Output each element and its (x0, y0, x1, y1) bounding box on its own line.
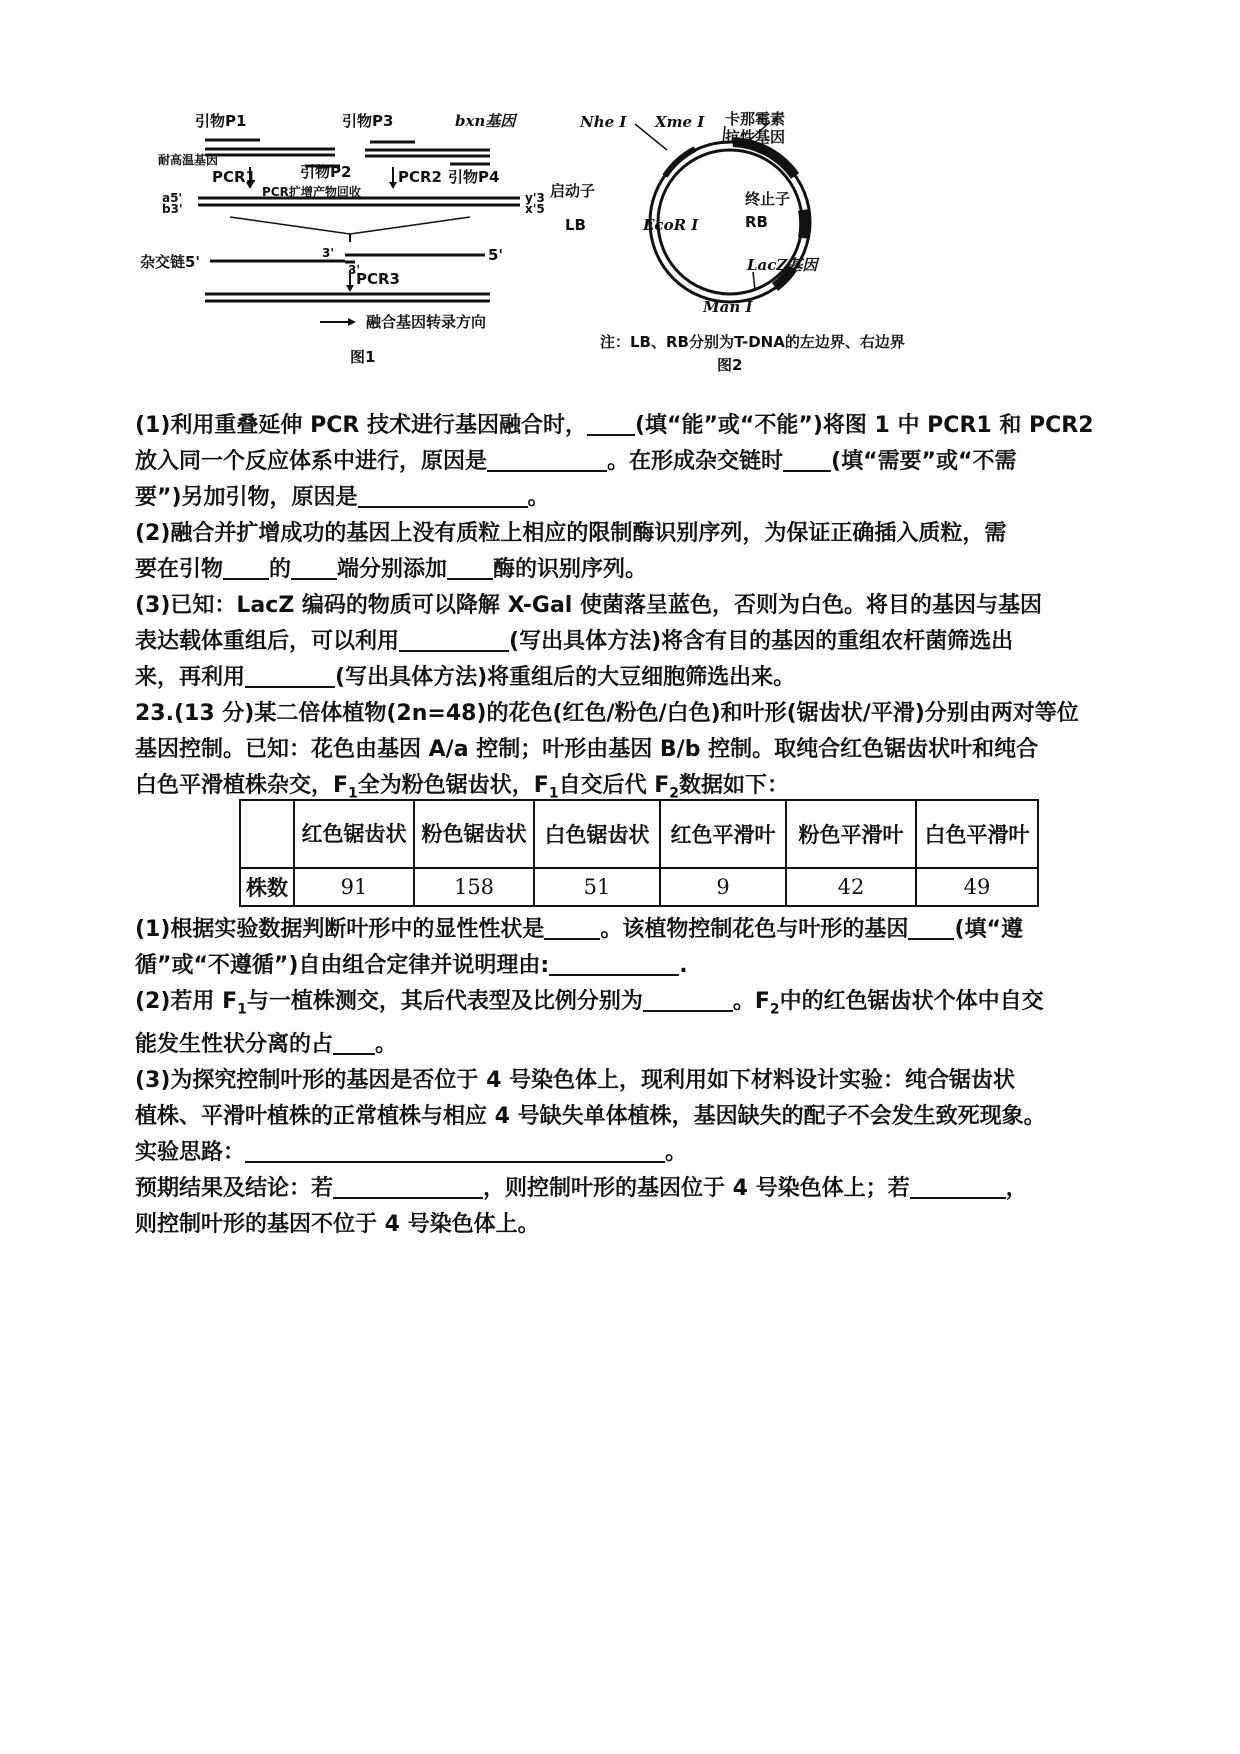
q23-p1-d: 循”或“不遵循”)自由组合定律并说明理由: (135, 953, 550, 978)
question-22 (135, 408, 1125, 811)
table-value-cell: 49 (916, 868, 1038, 906)
answer-blank[interactable] (544, 914, 600, 940)
q23-p3-e: 预期结果及结论：若 (135, 1176, 334, 1202)
promoter-label: 启动子 (550, 182, 596, 200)
primer-p4-label: 引物P4 (448, 168, 500, 186)
q22-p1-a: (1)利用重叠延伸 PCR 技术进行基因融合时， (135, 413, 587, 438)
q22-p3-d: 来，再利用 (135, 665, 246, 690)
kana-label-line2: 抗性基因 (725, 128, 786, 146)
table-header-cell: 白色锯齿状 (534, 800, 660, 868)
lb-label: LB (565, 216, 586, 234)
q23-p3-c: 实验思路： (135, 1140, 246, 1166)
q22-p1-d: 。在形成杂交链时 (607, 449, 784, 474)
xme-label: Xme Ⅰ (655, 113, 705, 131)
hybrid-chain-label: 杂交链5' (140, 253, 201, 271)
answer-blank[interactable] (333, 1173, 483, 1199)
five-prime-label: 5' (488, 246, 504, 264)
q22-p2-d: 端分别添加 (337, 557, 448, 582)
figure-2-caption: 图2 (717, 356, 743, 374)
x5-label: x'5 (525, 202, 545, 216)
q23-intro-c4: 数据如下： (679, 773, 790, 798)
q22-p2-c: 的 (269, 557, 292, 582)
answer-blank[interactable] (643, 986, 733, 1012)
answer-blank[interactable] (223, 554, 269, 580)
q22-p2-b: 要在引物 (135, 557, 224, 582)
primer-p2-label: 引物P2 (300, 163, 352, 181)
q22-p1-e: (填“需要”或“不需 (831, 449, 1017, 474)
q23-intro-c2: 全为粉色锯齿状，F (357, 773, 549, 798)
table-header-cell: 白色平滑叶 (916, 800, 1038, 868)
answer-blank[interactable] (783, 446, 831, 472)
answer-blank[interactable] (333, 1029, 375, 1055)
q23-intro-b: 基因控制。已知：花色由基因 A/a 控制；叶形由基因 B/b 控制。取纯合红色锯齿状叶和纯合 (135, 737, 1039, 762)
table-header-cell: 粉色平滑叶 (786, 800, 916, 868)
q23-p2-a: (2)若用 F (135, 989, 238, 1014)
q22-p1-c: 放入同一个反应体系中进行，原因是 (135, 449, 488, 474)
q23-p3-h: 则控制叶形的基因不位于 4 号染色体上。 (135, 1212, 540, 1238)
figure-1-diagram (140, 112, 590, 372)
resistance-gene-label: 耐高温基因 (158, 153, 219, 167)
q23-intro (135, 696, 1125, 811)
q23-p3-a: (3)为探究控制叶形的基因是否位于 4 号染色体上，现利用如下材料设计实验：纯合锯齿状 (135, 1068, 1016, 1094)
answer-blank[interactable] (587, 410, 635, 436)
product-recovery-label: PCR扩增产物回收 (262, 185, 361, 199)
q23-part2 (135, 984, 1125, 1063)
question-23-parts (135, 912, 1125, 1243)
q22-part1 (135, 408, 1125, 516)
pcr1-label: PCR1 (212, 168, 256, 186)
q22-p3-e: (写出具体方法)将重组后的大豆细胞筛选出来。 (335, 665, 796, 690)
table-value-cell: 91 (294, 868, 414, 906)
q23-p3-f: ，则控制叶形的基因位于 4 号染色体上；若 (483, 1176, 910, 1202)
q22-p3-b: 表达载体重组后，可以利用 (135, 629, 400, 654)
figure-2 (550, 110, 995, 374)
table-header-cell: 红色锯齿状 (294, 800, 414, 868)
answer-blank[interactable] (245, 1137, 665, 1163)
q23-intro-c1: 白色平滑植株杂交，F (135, 773, 349, 798)
a5-label: a5' (162, 191, 183, 205)
terminator-label: 终止子 (745, 190, 791, 208)
three-prime-upper: 3' (322, 246, 335, 260)
q22-p1-b: (填“能”或“不能”)将图 1 中 PCR1 和 PCR2 (634, 413, 1094, 438)
f2-data-table (239, 799, 1039, 907)
bxn-gene-label: bxn基因 (455, 112, 516, 130)
table-header-cell: 红色平滑叶 (660, 800, 786, 868)
q23-p2-c: 。F (732, 989, 770, 1014)
figure-2-diagram (550, 110, 995, 374)
figure-2-note: 注：LB、RB分别为T-DNA的左边界、右边界 (600, 333, 905, 351)
answer-blank[interactable] (908, 914, 954, 940)
q22-part2 (135, 516, 1125, 588)
ecor-label: EcoR Ⅰ (643, 216, 699, 234)
answer-blank[interactable] (910, 1173, 1006, 1199)
q23-p2-f: 。 (375, 1032, 398, 1058)
y3-label: y'3 (525, 191, 545, 205)
q22-p1-g: 。 (527, 485, 550, 510)
answer-blank[interactable] (358, 482, 528, 508)
subscript: 1 (348, 785, 358, 802)
rb-label: RB (745, 213, 768, 231)
table-value-cell: 42 (786, 868, 916, 906)
q23-p1-b: 。该植物控制花色与叶形的基因 (600, 917, 909, 942)
q23-p1-e: . (679, 953, 688, 978)
man-label: Man Ⅰ (703, 298, 753, 316)
q22-p3-c: (写出具体方法)将含有目的基因的重组农杆菌筛选出 (509, 629, 1014, 654)
subscript: 2 (769, 1001, 780, 1018)
q23-p3-d: 。 (665, 1140, 688, 1166)
lacz-label: LacZ基因 (747, 256, 818, 274)
table-header-cell: 粉色锯齿状 (414, 800, 534, 868)
q22-p2-e: 酶的识别序列。 (493, 557, 648, 582)
answer-blank[interactable] (447, 554, 493, 580)
pcr2-label: PCR2 (398, 168, 442, 186)
q23-p3-g: ， (1005, 1176, 1028, 1202)
nhe-label: Nhe Ⅰ (580, 113, 627, 131)
q23-intro-a: 23.(13 分)某二倍体植物(2n=48)的花色(红色/粉色/白色)和叶形(锯齿状/平滑)分别由两对等位 (135, 701, 1079, 726)
table-value-cell: 158 (414, 868, 534, 906)
figure-1 (140, 112, 590, 372)
q23-part1 (135, 912, 1125, 984)
table-corner-cell (240, 800, 294, 868)
table-header-row (240, 800, 1038, 868)
answer-blank[interactable] (245, 662, 335, 688)
q23-p1-c: (填“遵 (954, 917, 1023, 942)
q22-p2-a: (2)融合并扩增成功的基因上没有质粒上相应的限制酶识别序列，为保证正确插入质粒，需 (135, 521, 1007, 546)
answer-blank[interactable] (291, 554, 337, 580)
q22-part3 (135, 588, 1125, 696)
subscript: 2 (669, 785, 680, 802)
primer-p1-label: 引物P1 (195, 112, 247, 130)
q23-part3 (135, 1063, 1125, 1243)
table-value-cell: 51 (534, 868, 660, 906)
answer-blank[interactable] (549, 950, 679, 976)
three-prime-lower: 3' (348, 263, 361, 277)
b3-label: b3' (162, 202, 183, 216)
q23-p2-e: 能发生性状分离的占 (135, 1032, 334, 1058)
subscript: 1 (237, 1001, 247, 1018)
figure-1-caption: 图1 (350, 348, 376, 366)
kana-label-line1: 卡那霉素 (725, 110, 786, 128)
primer-p3-label: 引物P3 (342, 112, 394, 130)
table-row (240, 868, 1038, 906)
subscript: 1 (548, 785, 559, 802)
direction-label: 融合基因转录方向 (366, 313, 487, 331)
table-value-cell: 9 (660, 868, 786, 906)
pcr3-label: PCR3 (356, 270, 400, 288)
answer-blank[interactable] (487, 446, 607, 472)
q23-p1-a: (1)根据实验数据判断叶形中的显性性状是 (135, 917, 545, 942)
q23-p2-b: 与一植株测交，其后代表型及比例分别为 (246, 989, 643, 1014)
answer-blank[interactable] (399, 626, 509, 652)
q22-p3-a: (3)已知：LacZ 编码的物质可以降解 X-Gal 使菌落呈蓝色，否则为白色。将目的基因与基因 (135, 593, 1042, 618)
q23-intro-c3: 自交后代 F (558, 773, 670, 798)
q23-p2-d: 中的红色锯齿状个体中自交 (779, 989, 1044, 1014)
q22-p1-f: 要”)另加引物，原因是 (135, 485, 358, 510)
q23-p3-b: 植株、平滑叶植株的正常植株与相应 4 号缺失单体植株，基因缺失的配子不会发生致死现象。 (135, 1104, 1046, 1130)
table-row-label: 株数 (240, 868, 294, 906)
